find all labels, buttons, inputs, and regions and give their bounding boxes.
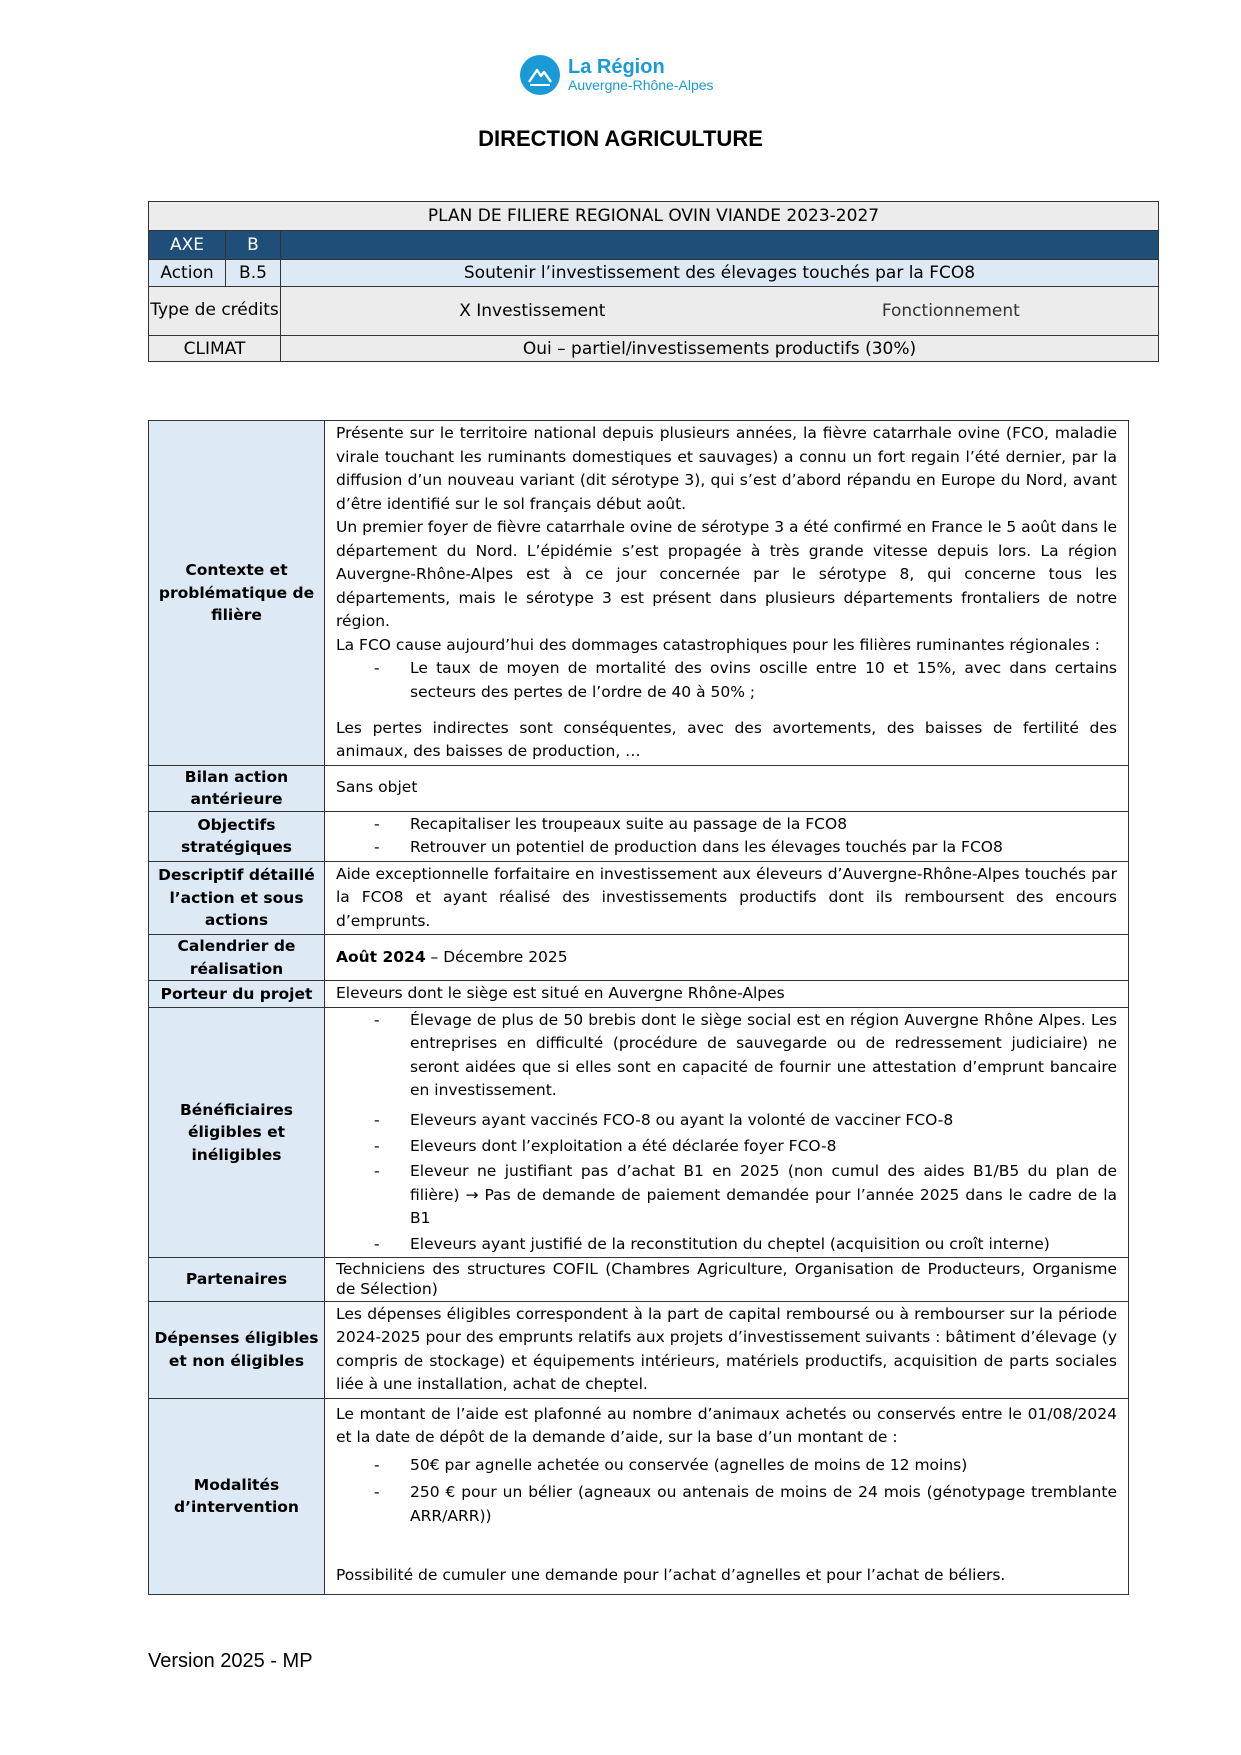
axe-value: B bbox=[226, 231, 281, 260]
objectif-item: - Retrouver un potentiel de production dans les élevages touchés par la FCO8 bbox=[336, 836, 1117, 860]
value-modalites bbox=[325, 1398, 1129, 1594]
row-calendrier bbox=[149, 935, 1129, 981]
row-objectifs bbox=[149, 811, 1129, 861]
objectif-item: - Recapitaliser les troupeaux suite au passage de la FCO8 bbox=[336, 813, 1117, 837]
label-beneficiaires: Bénéficiaires éligibles et inéligibles bbox=[149, 1007, 325, 1257]
action-details-table bbox=[148, 420, 1129, 1595]
action-label: Action bbox=[149, 260, 226, 287]
value-contexte bbox=[325, 421, 1129, 766]
value-objectifs bbox=[325, 811, 1129, 861]
calendrier-start: Août 2024 bbox=[336, 948, 426, 967]
beneficiaire-item: - Eleveurs dont l’exploitation a été déclarée foyer FCO-8 bbox=[336, 1135, 1117, 1159]
label-contexte: Contexte et problématique de filière bbox=[149, 421, 325, 766]
type-credits-value bbox=[281, 287, 1159, 336]
label-partenaires: Partenaires bbox=[149, 1258, 325, 1301]
action-title: Soutenir l’investissement des élevages touchés par la FCO8 bbox=[281, 260, 1159, 287]
beneficiaire-item: - Eleveur ne justifiant pas d’achat B1 en 2025 (non cumul des aides B1/B5 du plan de filière) → Pas de demande de paiement demandée pour l’année 2025 dans le cadre de la B1 bbox=[336, 1160, 1117, 1231]
value-descriptif: Aide exceptionnelle forfaitaire en investissement aux éleveurs d’Auvergne-Rhône-Alpes touchés par la FCO8 et ayant réalisé des investissements productifs dont ils remboursent des encours d’emprunts. bbox=[325, 861, 1129, 935]
region-logo bbox=[520, 55, 714, 95]
modalites-intro: Le montant de l’aide est plafonné au nombre d’animaux achetés ou conservés entre le 01/08/2024 et la date de dépôt de la demande d’aide, sur la base d’un montant de : bbox=[336, 1404, 1117, 1447]
label-descriptif: Descriptif détaillé l’action et sous actions bbox=[149, 861, 325, 935]
row-depenses bbox=[149, 1301, 1129, 1398]
contexte-bullet: - Le taux de moyen de mortalité des ovins oscille entre 10 et 15%, avec dans certains secteurs des pertes de l’ordre de 40 à 50% ; bbox=[336, 657, 1117, 704]
plan-title: PLAN DE FILIERE REGIONAL OVIN VIANDE 2023-2027 bbox=[149, 202, 1159, 231]
modalite-item: - 50€ par agnelle achetée ou conservée (agnelles de moins de 12 moins) bbox=[336, 1454, 1117, 1478]
contexte-paragraph: Un premier foyer de fièvre catarrhale ovine de sérotype 3 a été confirmé en France le 5 août dans le département du Nord. L’épidémie s’est propagée à très grande vitesse depuis lors. La région Auvergne-Rhône-Alpes est à ce jour concernée par le sérotype 8, qui concerne tous les départements, mais le sérotype 3 est présent dans plusieurs départements frontaliers de notre région. bbox=[336, 518, 1117, 631]
contexte-paragraph: Les pertes indirectes sont conséquentes, avec des avortements, des baisses de fertilité des animaux, des baisses de production, … bbox=[336, 718, 1117, 761]
label-modalites: Modalités d’intervention bbox=[149, 1398, 325, 1594]
logo-name: La Région bbox=[568, 56, 665, 79]
value-beneficiaires bbox=[325, 1007, 1129, 1257]
label-calendrier: Calendrier de réalisation bbox=[149, 935, 325, 981]
contexte-paragraph: Présente sur le territoire national depuis plusieurs années, la fièvre catarrhale ovine (FCO, maladie virale touchant les ruminants domestiques et sauvages) a connu un fort regain l’été dernier, par la diffusion d’un nouveau variant (dit sérotype 3), qui s’est d’abord répandu en Europe du Nord, avant d’être identifié sur le sol français début août. bbox=[336, 424, 1117, 513]
label-bilan: Bilan action antérieure bbox=[149, 765, 325, 811]
modalites-outro: Possibilité de cumuler une demande pour l’achat d’agnelles et pour l’achat de béliers. bbox=[336, 1566, 1006, 1585]
row-beneficiaires bbox=[149, 1007, 1129, 1257]
row-bilan bbox=[149, 765, 1129, 811]
plan-header-table bbox=[148, 201, 1159, 362]
value-calendrier bbox=[325, 935, 1129, 981]
row-partenaires bbox=[149, 1258, 1129, 1301]
climat-value: Oui – partiel/investissements productifs (30%) bbox=[281, 336, 1159, 362]
row-porteur bbox=[149, 981, 1129, 1008]
region-mountain-icon bbox=[520, 55, 560, 95]
type-fonctionnement: Fonctionnement bbox=[881, 301, 1020, 321]
label-porteur: Porteur du projet bbox=[149, 981, 325, 1008]
contexte-paragraph: La FCO cause aujourd’hui des dommages catastrophiques pour les filières ruminantes régionales : bbox=[336, 635, 1100, 654]
value-porteur: Eleveurs dont le siège est situé en Auvergne Rhône-Alpes bbox=[325, 981, 1129, 1008]
row-modalites bbox=[149, 1398, 1129, 1594]
axe-title bbox=[281, 231, 1159, 260]
value-partenaires: Techniciens des structures COFIL (Chambres Agriculture, Organisation de Producteurs, Organisme de Sélection) bbox=[325, 1258, 1129, 1301]
type-credits-label: Type de crédits bbox=[149, 287, 281, 336]
row-descriptif bbox=[149, 861, 1129, 935]
label-depenses: Dépenses éligibles et non éligibles bbox=[149, 1301, 325, 1398]
type-investissement: X Investissement bbox=[459, 301, 606, 321]
axe-label: AXE bbox=[149, 231, 226, 260]
modalite-item: - 250 € pour un bélier (agneaux ou antenais de moins de 24 mois (génotypage tremblante ARR/ARR)) bbox=[336, 1481, 1117, 1528]
label-objectifs: Objectifs stratégiques bbox=[149, 811, 325, 861]
beneficiaire-item: - Élevage de plus de 50 brebis dont le siège social est en région Auvergne Rhône Alpes. Les entreprises en difficulté (procédure de sauvegarde ou de redressement judiciaire) ne seront aidées que si elles sont en capacité de fournir une attestation d’emprunt bancaire en investissement. bbox=[336, 1009, 1117, 1103]
value-bilan: Sans objet bbox=[325, 765, 1129, 811]
beneficiaire-item: - Eleveurs ayant vaccinés FCO-8 ou ayant la volonté de vacciner FCO-8 bbox=[336, 1109, 1117, 1133]
value-depenses: Les dépenses éligibles correspondent à la part de capital remboursé ou à rembourser sur la période 2024-2025 pour des emprunts relatifs aux projets d’investissement suivants : bâtiment d’élevage (y compris de stockage) et équipements intérieurs, matériels productifs, acquisition de parts sociales liée à une installation, achat de cheptel. bbox=[325, 1301, 1129, 1398]
beneficiaire-item: - Eleveurs ayant justifié de la reconstitution du cheptel (acquisition ou croît interne) bbox=[336, 1233, 1117, 1257]
page-title: DIRECTION AGRICULTURE bbox=[478, 126, 763, 151]
climat-label: CLIMAT bbox=[149, 336, 281, 362]
version-footer: Version 2025 - MP bbox=[148, 1650, 313, 1672]
logo-subtitle: Auvergne-Rhône-Alpes bbox=[568, 77, 714, 94]
action-code: B.5 bbox=[226, 260, 281, 287]
calendrier-end: – Décembre 2025 bbox=[425, 948, 568, 967]
row-contexte bbox=[149, 421, 1129, 766]
